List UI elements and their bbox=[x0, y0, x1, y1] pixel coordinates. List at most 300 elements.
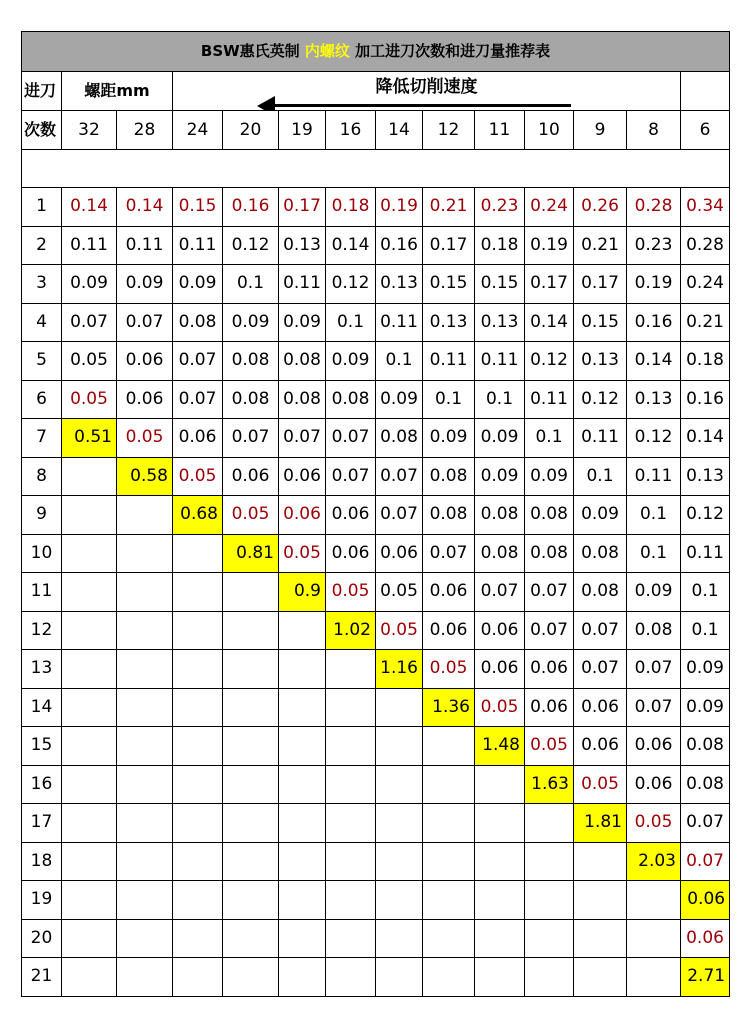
pass-number: 15 bbox=[22, 727, 62, 766]
table-row bbox=[22, 611, 730, 650]
table-cell bbox=[117, 727, 173, 766]
table-cell: 0.07 bbox=[117, 303, 173, 342]
table-row bbox=[22, 265, 730, 304]
table-cell: 0.15 bbox=[475, 265, 525, 304]
table-cell: 0.06 bbox=[117, 380, 173, 419]
final-pass-cell: 0.21 bbox=[423, 188, 475, 227]
final-pass-cell: 0.06 bbox=[279, 496, 326, 535]
table-row bbox=[22, 496, 730, 535]
table-cell bbox=[117, 804, 173, 843]
table-title bbox=[22, 32, 730, 72]
total-depth-cell: 1.36 bbox=[423, 688, 475, 727]
pitch-column-header: 28 bbox=[117, 111, 173, 150]
table-cell: 0.11 bbox=[173, 226, 223, 265]
table-cell bbox=[326, 765, 376, 804]
table-cell: 0.11 bbox=[423, 342, 475, 381]
table-cell: 0.07 bbox=[423, 534, 475, 573]
table-cell bbox=[326, 650, 376, 689]
pitch-column-header: 16 bbox=[326, 111, 376, 150]
table-cell bbox=[117, 534, 173, 573]
table-cell: 0.11 bbox=[62, 226, 117, 265]
table-cell: 0.07 bbox=[525, 573, 574, 612]
table-cell bbox=[173, 573, 223, 612]
final-pass-cell: 0.19 bbox=[376, 188, 423, 227]
table-cell: 0.09 bbox=[525, 457, 574, 496]
total-depth-cell: 1.81 bbox=[574, 804, 627, 843]
table-cell bbox=[326, 881, 376, 920]
pass-label-top: 进刀 bbox=[22, 72, 62, 111]
table-cell bbox=[376, 881, 423, 920]
table-cell: 0.09 bbox=[62, 265, 117, 304]
final-pass-cell: 0.05 bbox=[279, 534, 326, 573]
pass-number: 1 bbox=[22, 188, 62, 227]
table-cell: 0.1 bbox=[627, 496, 681, 535]
table-cell: 0.11 bbox=[574, 419, 627, 458]
table-cell: 0.06 bbox=[627, 765, 681, 804]
arrow-shaft bbox=[271, 104, 571, 107]
pass-number: 7 bbox=[22, 419, 62, 458]
table-cell: 0.08 bbox=[525, 496, 574, 535]
table-cell bbox=[525, 804, 574, 843]
table-cell bbox=[117, 881, 173, 920]
table-cell bbox=[117, 496, 173, 535]
header-row-1 bbox=[22, 72, 730, 111]
table-cell bbox=[223, 765, 279, 804]
table-cell: 0.07 bbox=[376, 496, 423, 535]
table-cell: 0.1 bbox=[525, 419, 574, 458]
table-cell: 0.08 bbox=[173, 303, 223, 342]
table-cell: 0.08 bbox=[376, 419, 423, 458]
table-cell bbox=[279, 842, 326, 881]
table-row bbox=[22, 842, 730, 881]
pitch-column-header: 20 bbox=[223, 111, 279, 150]
table-row bbox=[22, 419, 730, 458]
table-cell bbox=[62, 534, 117, 573]
table-cell: 0.07 bbox=[62, 303, 117, 342]
speed-label-cell bbox=[173, 72, 681, 111]
pitch-label: 螺距mm bbox=[62, 72, 173, 111]
table-cell: 0.07 bbox=[376, 457, 423, 496]
table-cell bbox=[376, 765, 423, 804]
total-depth-cell: 0.9 bbox=[279, 573, 326, 612]
table-cell bbox=[62, 688, 117, 727]
final-pass-cell: 0.05 bbox=[117, 419, 173, 458]
header-empty-cell bbox=[681, 72, 730, 111]
table-cell bbox=[279, 688, 326, 727]
table-cell: 0.09 bbox=[376, 380, 423, 419]
table-cell bbox=[62, 727, 117, 766]
table-cell: 0.06 bbox=[525, 688, 574, 727]
final-pass-cell: 0.15 bbox=[173, 188, 223, 227]
table-cell: 0.13 bbox=[475, 303, 525, 342]
final-pass-cell: 0.34 bbox=[681, 188, 730, 227]
table-cell bbox=[62, 919, 117, 958]
table-cell: 0.06 bbox=[423, 573, 475, 612]
table-cell: 0.21 bbox=[574, 226, 627, 265]
data-table bbox=[21, 31, 730, 997]
pitch-column-header: 8 bbox=[627, 111, 681, 150]
pitch-column-header: 10 bbox=[525, 111, 574, 150]
table-cell bbox=[223, 842, 279, 881]
table-cell: 0.09 bbox=[574, 496, 627, 535]
table-cell: 0.1 bbox=[681, 573, 730, 612]
table-cell: 0.06 bbox=[223, 457, 279, 496]
table-cell bbox=[627, 881, 681, 920]
table-cell bbox=[279, 919, 326, 958]
pitch-column-header: 9 bbox=[574, 111, 627, 150]
table-cell bbox=[117, 842, 173, 881]
table-cell bbox=[223, 650, 279, 689]
table-cell bbox=[574, 958, 627, 997]
table-cell: 0.12 bbox=[223, 226, 279, 265]
table-cell: 0.1 bbox=[627, 534, 681, 573]
table-row bbox=[22, 457, 730, 496]
pass-number: 6 bbox=[22, 380, 62, 419]
table-cell: 0.14 bbox=[326, 226, 376, 265]
table-row bbox=[22, 688, 730, 727]
table-cell: 0.08 bbox=[223, 380, 279, 419]
table-row bbox=[22, 303, 730, 342]
table-cell bbox=[173, 688, 223, 727]
final-pass-cell: 0.24 bbox=[525, 188, 574, 227]
table-cell: 0.08 bbox=[279, 342, 326, 381]
table-cell: 0.08 bbox=[627, 611, 681, 650]
table-cell bbox=[279, 650, 326, 689]
pass-number: 19 bbox=[22, 881, 62, 920]
table-row bbox=[22, 573, 730, 612]
table-cell: 0.08 bbox=[326, 380, 376, 419]
pass-number: 10 bbox=[22, 534, 62, 573]
thread-pass-table bbox=[21, 31, 729, 997]
table-cell: 0.06 bbox=[475, 650, 525, 689]
table-cell: 0.07 bbox=[681, 804, 730, 843]
table-cell bbox=[223, 804, 279, 843]
table-cell: 0.13 bbox=[681, 457, 730, 496]
table-cell bbox=[117, 611, 173, 650]
table-cell bbox=[423, 765, 475, 804]
table-cell: 0.19 bbox=[525, 226, 574, 265]
table-cell: 0.06 bbox=[279, 457, 326, 496]
table-cell bbox=[117, 650, 173, 689]
table-cell bbox=[475, 881, 525, 920]
total-depth-cell: 1.48 bbox=[475, 727, 525, 766]
table-cell bbox=[62, 457, 117, 496]
table-cell: 0.17 bbox=[525, 265, 574, 304]
table-cell: 0.07 bbox=[173, 380, 223, 419]
table-cell: 0.06 bbox=[475, 611, 525, 650]
table-cell: 0.07 bbox=[223, 419, 279, 458]
table-cell: 0.13 bbox=[574, 342, 627, 381]
table-cell bbox=[62, 842, 117, 881]
pitch-column-header: 24 bbox=[173, 111, 223, 150]
table-cell: 0.09 bbox=[223, 303, 279, 342]
final-pass-cell: 0.05 bbox=[525, 727, 574, 766]
table-cell bbox=[223, 573, 279, 612]
total-depth-cell: 1.16 bbox=[376, 650, 423, 689]
table-cell: 0.11 bbox=[627, 457, 681, 496]
table-cell: 0.18 bbox=[681, 342, 730, 381]
final-pass-cell: 0.07 bbox=[681, 842, 730, 881]
table-cell: 0.08 bbox=[475, 534, 525, 573]
table-row bbox=[22, 188, 730, 227]
table-cell bbox=[223, 688, 279, 727]
table-cell bbox=[376, 958, 423, 997]
final-pass-cell: 0.23 bbox=[475, 188, 525, 227]
pass-number: 13 bbox=[22, 650, 62, 689]
pass-number: 9 bbox=[22, 496, 62, 535]
table-cell bbox=[376, 688, 423, 727]
table-cell: 0.12 bbox=[574, 380, 627, 419]
final-pass-cell: 0.05 bbox=[62, 380, 117, 419]
title-highlight: 内螺纹 bbox=[304, 42, 350, 60]
table-row bbox=[22, 919, 730, 958]
table-cell bbox=[627, 919, 681, 958]
table-cell bbox=[117, 919, 173, 958]
table-cell: 0.09 bbox=[173, 265, 223, 304]
table-cell: 0.07 bbox=[627, 688, 681, 727]
table-cell: 0.07 bbox=[475, 573, 525, 612]
table-cell: 0.08 bbox=[223, 342, 279, 381]
table-cell: 0.08 bbox=[423, 457, 475, 496]
table-cell bbox=[62, 611, 117, 650]
table-cell bbox=[627, 958, 681, 997]
table-cell: 0.1 bbox=[574, 457, 627, 496]
table-cell: 0.16 bbox=[376, 226, 423, 265]
table-cell: 0.06 bbox=[525, 650, 574, 689]
speed-label: 降低切削速度 bbox=[375, 77, 478, 97]
table-cell bbox=[62, 881, 117, 920]
table-cell: 0.07 bbox=[173, 342, 223, 381]
table-cell: 0.24 bbox=[681, 265, 730, 304]
header-row-2 bbox=[22, 111, 730, 150]
table-cell bbox=[279, 881, 326, 920]
table-cell: 0.15 bbox=[574, 303, 627, 342]
table-cell: 0.08 bbox=[574, 573, 627, 612]
table-row bbox=[22, 226, 730, 265]
table-cell: 0.1 bbox=[376, 342, 423, 381]
table-cell bbox=[173, 611, 223, 650]
table-cell bbox=[525, 958, 574, 997]
final-pass-cell: 0.05 bbox=[423, 650, 475, 689]
table-cell bbox=[423, 919, 475, 958]
table-cell bbox=[173, 765, 223, 804]
table-cell: 0.06 bbox=[574, 727, 627, 766]
table-cell bbox=[326, 919, 376, 958]
table-cell bbox=[475, 804, 525, 843]
final-pass-cell: 0.16 bbox=[223, 188, 279, 227]
total-depth-cell: 0.81 bbox=[223, 534, 279, 573]
final-pass-cell: 0.28 bbox=[627, 188, 681, 227]
table-cell bbox=[173, 958, 223, 997]
pitch-column-header: 19 bbox=[279, 111, 326, 150]
table-cell bbox=[326, 842, 376, 881]
pass-number: 14 bbox=[22, 688, 62, 727]
final-pass-cell: 0.05 bbox=[627, 804, 681, 843]
table-cell bbox=[173, 842, 223, 881]
table-row bbox=[22, 881, 730, 920]
table-cell: 0.09 bbox=[326, 342, 376, 381]
table-cell: 0.16 bbox=[627, 303, 681, 342]
table-cell bbox=[326, 958, 376, 997]
table-row bbox=[22, 765, 730, 804]
table-cell bbox=[376, 804, 423, 843]
final-pass-cell: 0.17 bbox=[279, 188, 326, 227]
table-cell bbox=[62, 804, 117, 843]
table-cell bbox=[525, 919, 574, 958]
table-cell: 0.12 bbox=[681, 496, 730, 535]
pitch-column-header: 12 bbox=[423, 111, 475, 150]
table-row bbox=[22, 650, 730, 689]
table-cell: 0.06 bbox=[326, 534, 376, 573]
table-cell bbox=[223, 727, 279, 766]
table-cell: 0.05 bbox=[376, 573, 423, 612]
spacer-cell bbox=[22, 150, 730, 188]
total-depth-cell: 2.03 bbox=[627, 842, 681, 881]
pitch-column-header: 6 bbox=[681, 111, 730, 150]
pass-number: 16 bbox=[22, 765, 62, 804]
table-cell: 0.06 bbox=[376, 534, 423, 573]
total-depth-cell: 2.71 bbox=[681, 958, 730, 997]
table-cell: 0.09 bbox=[681, 688, 730, 727]
pass-number: 18 bbox=[22, 842, 62, 881]
table-cell: 0.06 bbox=[326, 496, 376, 535]
table-cell bbox=[173, 727, 223, 766]
final-pass-cell: 0.18 bbox=[326, 188, 376, 227]
table-cell bbox=[117, 765, 173, 804]
table-row bbox=[22, 727, 730, 766]
table-cell: 0.23 bbox=[627, 226, 681, 265]
pitch-column-header: 11 bbox=[475, 111, 525, 150]
table-cell bbox=[475, 958, 525, 997]
table-cell bbox=[279, 765, 326, 804]
table-cell: 0.11 bbox=[681, 534, 730, 573]
total-depth-cell: 1.02 bbox=[326, 611, 376, 650]
pass-number: 20 bbox=[22, 919, 62, 958]
table-cell: 0.07 bbox=[326, 419, 376, 458]
final-pass-cell: 0.05 bbox=[173, 457, 223, 496]
pass-number: 8 bbox=[22, 457, 62, 496]
table-cell bbox=[62, 573, 117, 612]
table-cell bbox=[376, 727, 423, 766]
table-cell: 0.19 bbox=[627, 265, 681, 304]
total-depth-cell: 0.51 bbox=[62, 419, 117, 458]
table-cell: 0.09 bbox=[681, 650, 730, 689]
table-cell: 0.11 bbox=[376, 303, 423, 342]
table-cell bbox=[117, 958, 173, 997]
table-cell bbox=[574, 881, 627, 920]
table-cell: 0.14 bbox=[525, 303, 574, 342]
pass-number: 17 bbox=[22, 804, 62, 843]
table-cell bbox=[525, 842, 574, 881]
table-cell bbox=[223, 881, 279, 920]
final-pass-cell: 0.05 bbox=[376, 611, 423, 650]
table-cell: 0.06 bbox=[423, 611, 475, 650]
table-cell: 0.07 bbox=[525, 611, 574, 650]
table-cell bbox=[223, 611, 279, 650]
table-cell: 0.11 bbox=[279, 265, 326, 304]
table-cell: 0.06 bbox=[173, 419, 223, 458]
table-cell: 0.13 bbox=[279, 226, 326, 265]
table-cell bbox=[376, 842, 423, 881]
table-cell: 0.11 bbox=[475, 342, 525, 381]
table-cell: 0.09 bbox=[423, 419, 475, 458]
final-pass-cell: 0.14 bbox=[117, 188, 173, 227]
table-cell bbox=[326, 804, 376, 843]
pass-number: 3 bbox=[22, 265, 62, 304]
table-cell: 0.12 bbox=[627, 419, 681, 458]
table-cell: 0.11 bbox=[525, 380, 574, 419]
final-pass-cell: 0.26 bbox=[574, 188, 627, 227]
final-pass-cell: 0.05 bbox=[475, 688, 525, 727]
table-cell bbox=[423, 958, 475, 997]
table-cell: 0.07 bbox=[279, 419, 326, 458]
pass-number: 11 bbox=[22, 573, 62, 612]
pass-label-bottom: 次数 bbox=[22, 111, 62, 150]
table-cell bbox=[326, 727, 376, 766]
table-cell: 0.1 bbox=[681, 611, 730, 650]
table-cell: 0.14 bbox=[627, 342, 681, 381]
table-cell: 0.08 bbox=[681, 765, 730, 804]
table-cell bbox=[173, 650, 223, 689]
table-cell bbox=[62, 496, 117, 535]
pitch-column-header: 32 bbox=[62, 111, 117, 150]
table-cell bbox=[279, 958, 326, 997]
table-cell: 0.13 bbox=[423, 303, 475, 342]
table-cell: 0.09 bbox=[475, 419, 525, 458]
table-cell bbox=[62, 765, 117, 804]
table-cell: 0.1 bbox=[326, 303, 376, 342]
table-cell: 0.08 bbox=[279, 380, 326, 419]
table-cell: 0.14 bbox=[681, 419, 730, 458]
table-cell: 0.11 bbox=[117, 226, 173, 265]
table-cell: 0.07 bbox=[326, 457, 376, 496]
title-part2: 加工进刀次数和进刀量推荐表 bbox=[355, 42, 551, 60]
pass-number: 2 bbox=[22, 226, 62, 265]
table-cell: 0.06 bbox=[627, 727, 681, 766]
final-pass-cell: 0.05 bbox=[326, 573, 376, 612]
table-row bbox=[22, 804, 730, 843]
table-cell: 0.18 bbox=[475, 226, 525, 265]
table-cell: 0.08 bbox=[475, 496, 525, 535]
table-cell bbox=[173, 804, 223, 843]
title-row bbox=[22, 32, 730, 72]
table-cell bbox=[62, 650, 117, 689]
table-cell: 0.05 bbox=[62, 342, 117, 381]
table-cell: 0.06 bbox=[117, 342, 173, 381]
total-depth-cell: 0.68 bbox=[173, 496, 223, 535]
table-cell bbox=[117, 688, 173, 727]
table-cell bbox=[173, 881, 223, 920]
table-cell: 0.09 bbox=[117, 265, 173, 304]
pitch-column-header: 14 bbox=[376, 111, 423, 150]
table-cell: 0.17 bbox=[574, 265, 627, 304]
final-pass-cell: 0.05 bbox=[574, 765, 627, 804]
table-cell: 0.15 bbox=[423, 265, 475, 304]
pass-number: 5 bbox=[22, 342, 62, 381]
table-cell: 0.09 bbox=[279, 303, 326, 342]
table-cell: 0.08 bbox=[423, 496, 475, 535]
table-cell bbox=[574, 842, 627, 881]
table-cell: 0.1 bbox=[223, 265, 279, 304]
total-depth-cell: 1.63 bbox=[525, 765, 574, 804]
final-pass-cell: 0.14 bbox=[62, 188, 117, 227]
table-cell bbox=[475, 842, 525, 881]
table-cell bbox=[475, 919, 525, 958]
table-cell: 0.28 bbox=[681, 226, 730, 265]
table-cell: 0.07 bbox=[574, 650, 627, 689]
pass-number: 21 bbox=[22, 958, 62, 997]
table-cell bbox=[173, 534, 223, 573]
